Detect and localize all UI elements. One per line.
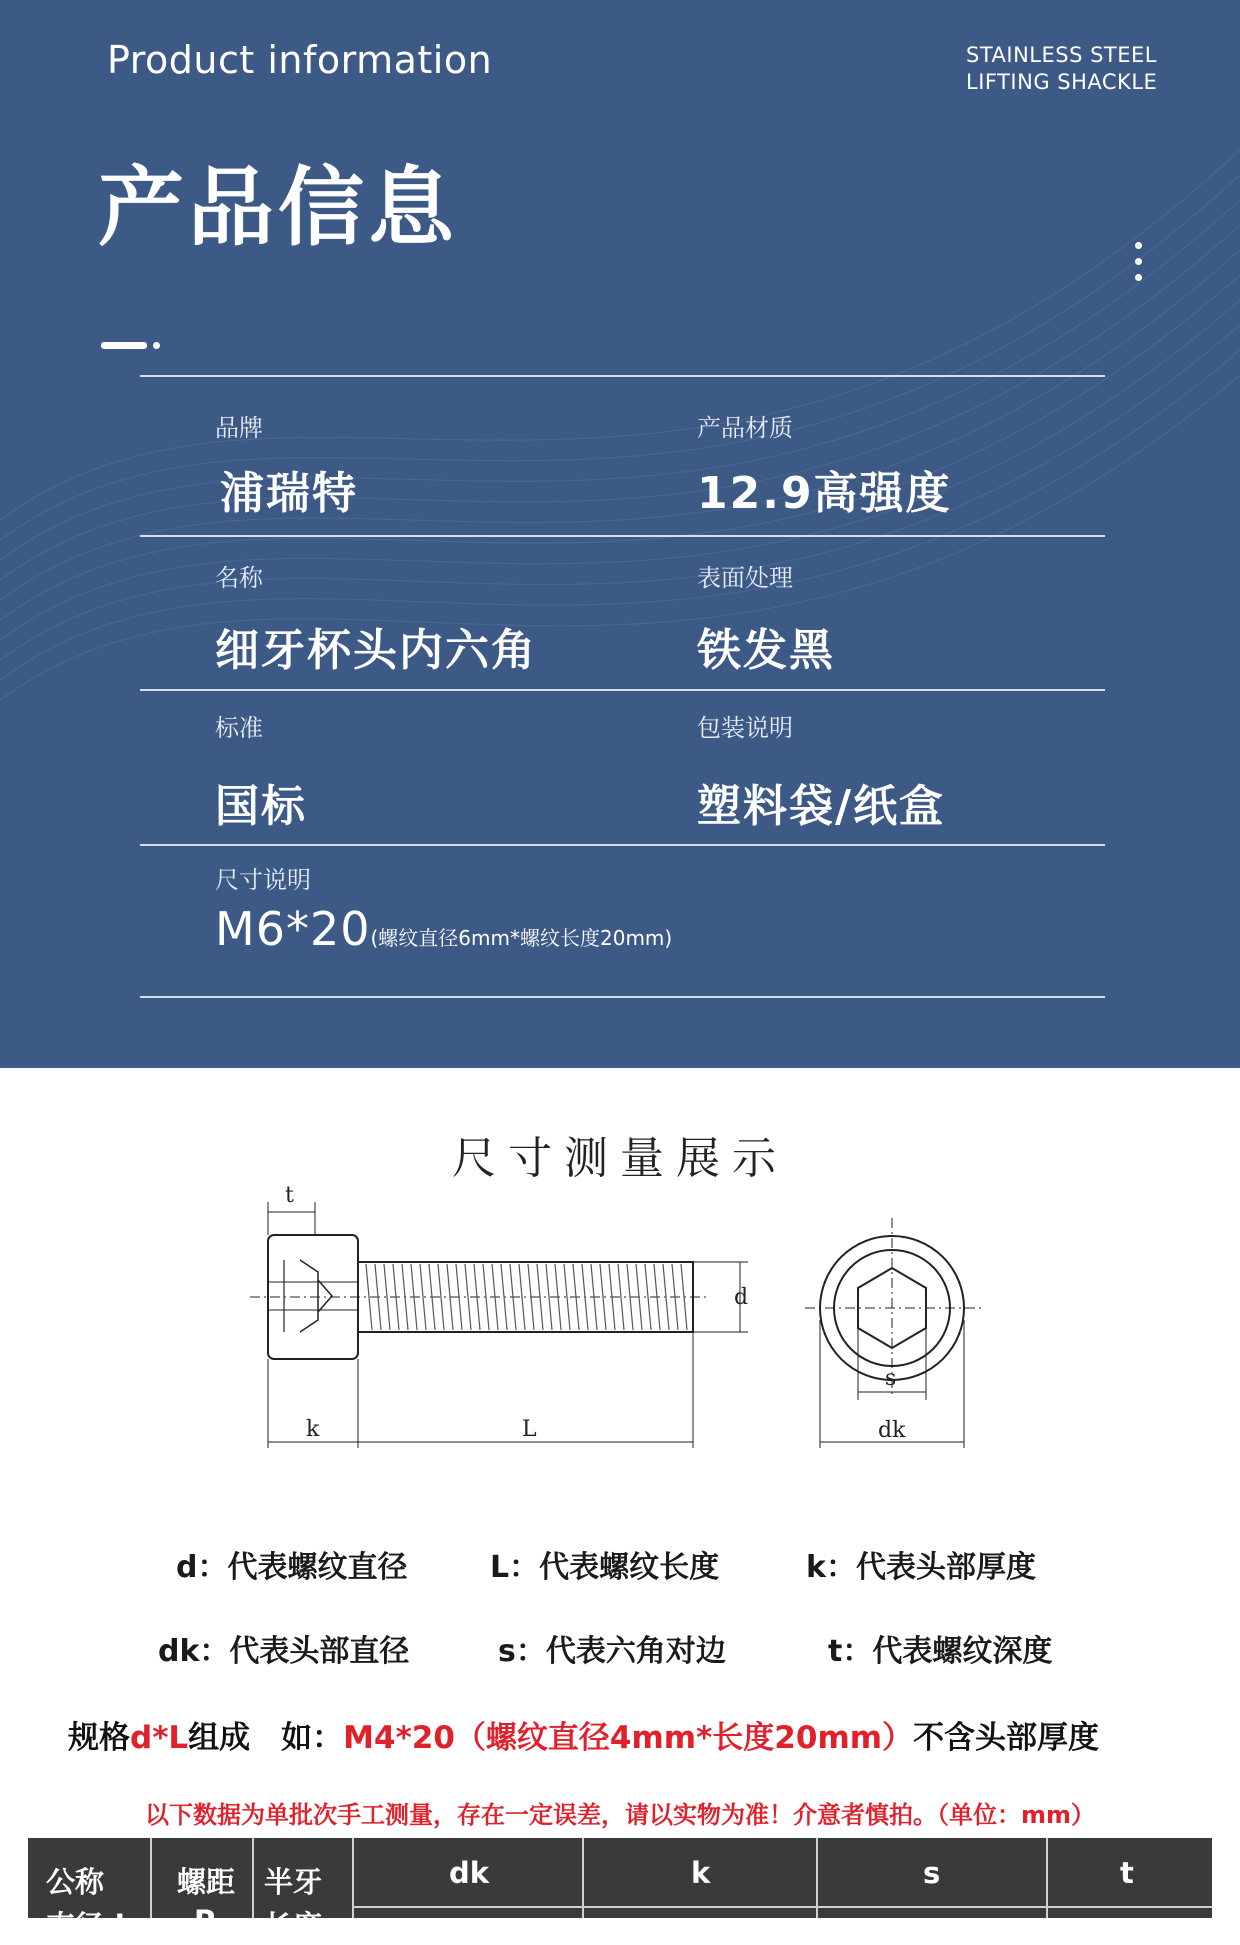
spec-mid: 组成 如： xyxy=(188,1720,344,1756)
divider xyxy=(140,375,1105,377)
legend-dk: dk：代表头部直径 xyxy=(158,1634,410,1669)
thread-line xyxy=(501,1264,507,1330)
title-underline-dash xyxy=(101,342,147,349)
legend-L: L：代表螺纹长度 xyxy=(490,1550,720,1585)
header-text: 螺距 xyxy=(177,1865,236,1899)
divider xyxy=(140,535,1105,537)
package-label: 包装说明 xyxy=(697,714,793,742)
spec-prefix: 规格 xyxy=(68,1720,130,1756)
table-header-pitch xyxy=(152,1838,254,1938)
divider xyxy=(140,689,1105,691)
thread-line xyxy=(483,1264,489,1330)
diagram-label-d: d xyxy=(734,1285,749,1310)
size-label: 尺寸说明 xyxy=(215,866,311,894)
name-value: 细牙杯头内六角 xyxy=(215,625,537,676)
diagram-label-s: s xyxy=(885,1366,897,1391)
thread-line xyxy=(402,1264,408,1330)
size-value xyxy=(215,902,672,956)
title-chinese: 产品信息 xyxy=(98,158,458,258)
size-table-header xyxy=(28,1838,1212,1943)
surface-value: 铁发黑 xyxy=(697,625,835,676)
diagram-label-k: k xyxy=(306,1417,320,1442)
divider xyxy=(140,844,1105,846)
bolt-dimension-diagram xyxy=(240,1180,1000,1500)
legend-k: k：代表头部厚度 xyxy=(806,1550,1036,1585)
legend-s: s：代表六角对边 xyxy=(498,1634,726,1669)
measurement-disclaimer: 以下数据为单批次手工测量，存在一定误差，请以实物为准！介意者慎拍。（单位：mm） xyxy=(144,1801,1095,1829)
header-text-line2: P xyxy=(194,1904,216,1938)
title-underline-dot xyxy=(153,342,160,349)
standard-value: 国标 xyxy=(215,781,307,832)
material-value: 12.9高强度 xyxy=(697,468,952,519)
divider xyxy=(140,996,1105,998)
tagline-line-2: LIFTING SHACKLE xyxy=(966,70,1158,94)
diagram-label-L: L xyxy=(522,1417,537,1442)
header-text: s xyxy=(923,1856,941,1890)
package-value: 塑料袋/纸盒 xyxy=(697,781,946,832)
title-english: Product information xyxy=(107,38,493,82)
product-tagline xyxy=(966,42,1157,96)
brand-label: 品牌 xyxy=(215,414,263,442)
tagline-line-1: STAINLESS STEEL xyxy=(966,43,1157,67)
standard-label: 标准 xyxy=(215,714,263,742)
spec-example: M4*20（螺纹直径4mm*长度20mm） xyxy=(343,1720,914,1756)
header-text-line2: 直径d xyxy=(46,1909,125,1943)
table-subheader-rule xyxy=(354,1906,1212,1908)
header-text: k xyxy=(691,1856,711,1890)
header-text: dk xyxy=(449,1856,490,1890)
name-label: 名称 xyxy=(215,564,263,592)
thread-line xyxy=(681,1264,687,1330)
size-code: M6*20 xyxy=(215,902,371,956)
brand-value: 浦瑞特 xyxy=(220,468,358,519)
header-text-line2: 长度 xyxy=(264,1909,323,1943)
spec-suffix: 不含头部厚度 xyxy=(913,1720,1100,1756)
legend-d: d：代表螺纹直径 xyxy=(176,1550,408,1585)
table-header-half-thread xyxy=(254,1838,354,1943)
thread-lines xyxy=(366,1264,687,1330)
diagram-label-dk: dk xyxy=(878,1418,906,1443)
size-note: (螺纹直径6mm*螺纹长度20mm) xyxy=(370,926,673,950)
material-label: 产品材质 xyxy=(697,414,793,442)
legend-t: t：代表螺纹深度 xyxy=(828,1634,1053,1669)
table-header-diameter xyxy=(28,1838,152,1943)
measurement-title: 尺寸测量展示 xyxy=(452,1133,788,1184)
surface-label: 表面处理 xyxy=(697,564,793,592)
spec-formula: d*L xyxy=(130,1720,189,1756)
thread-line xyxy=(663,1264,669,1330)
header-text: t xyxy=(1120,1856,1134,1890)
header-text: 半牙 xyxy=(264,1865,323,1899)
diagram-label-t: t xyxy=(285,1183,294,1208)
thread-line xyxy=(582,1264,588,1330)
more-dots-icon xyxy=(1135,242,1143,290)
spec-format-line xyxy=(68,1712,1099,1757)
header-text: 公称 xyxy=(46,1865,105,1899)
